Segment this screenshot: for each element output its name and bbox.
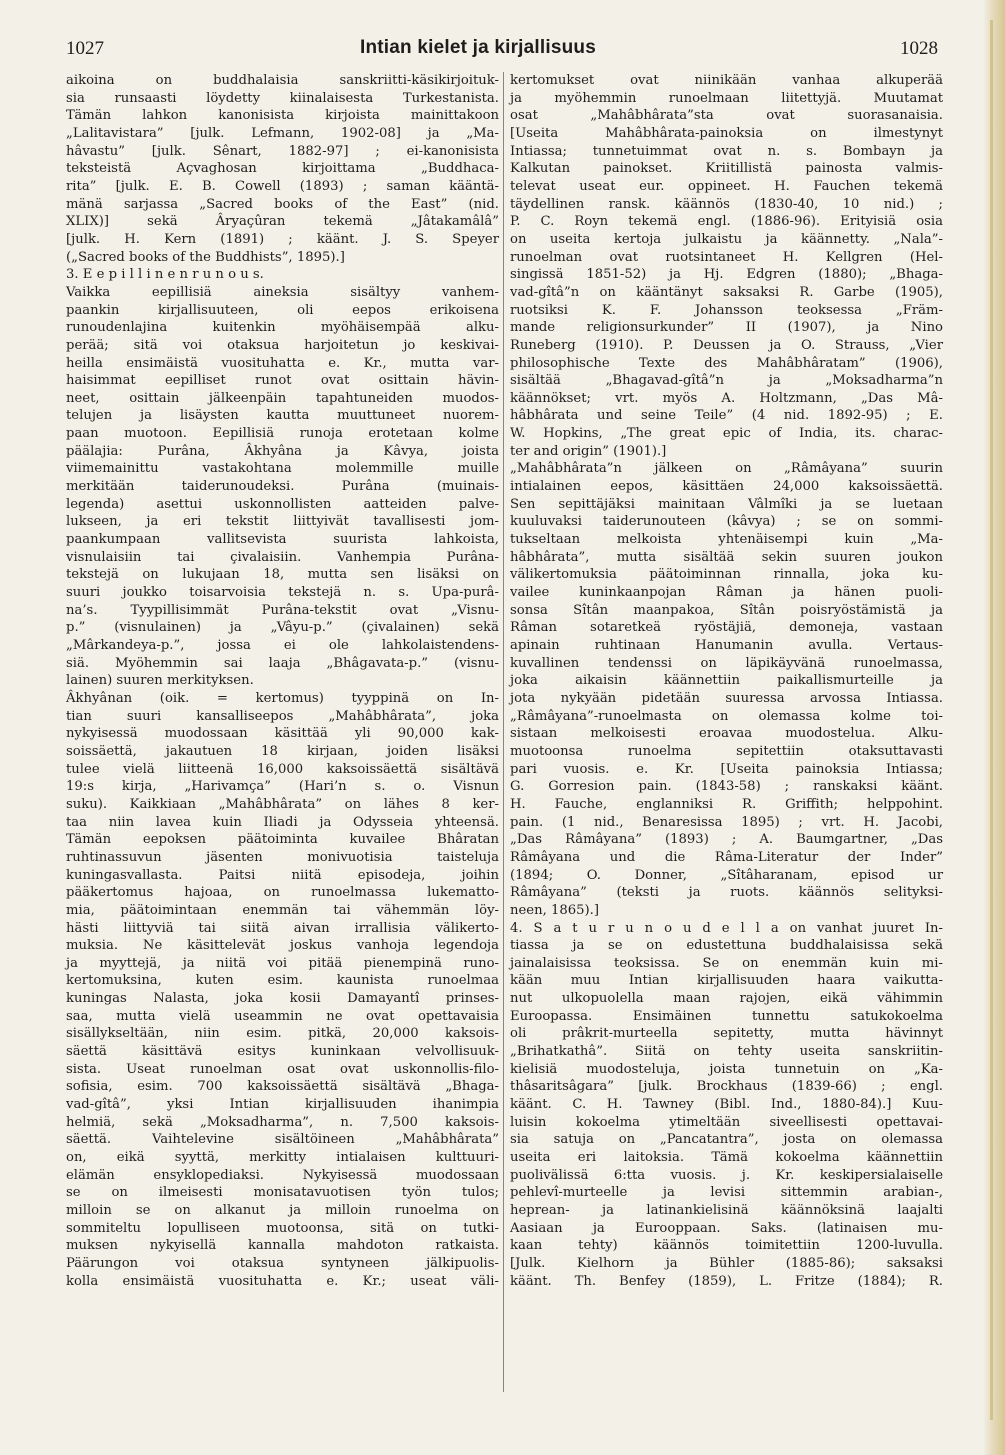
- text-line: „Râmâyana”-runoelmasta on olemassa kolme toi-: [510, 708, 943, 724]
- text-line: W. Hopkins, „The great epic of India, its. charac-: [510, 426, 943, 442]
- text-line: sista. Useat runoelman osat ovat uskonnollis-filo-: [66, 1061, 499, 1077]
- text-line: na’s. Tyypillisimmät Purâna-tekstit ovat „Visnu-: [66, 602, 499, 618]
- text-line: täydellinen ransk. käännös (1830-40, 10 nid.) ;: [510, 196, 943, 212]
- text-line: siä. Myöhemmin sai laaja „Bhâgavata-p.” (visnu-: [66, 655, 499, 671]
- text-line: intialainen eepos, käsittäen 24,000 kaksoissäettä.: [510, 479, 943, 495]
- text-line: useita eri laitoksia. Tämä kokoelma käännettiin: [510, 1150, 943, 1166]
- text-line: helmiä, sekä „Moksadharma”, n. 7,500 kaksois-: [66, 1114, 499, 1130]
- text-line: „Mahâbhârata”n jälkeen on „Râmâyana” suurin: [510, 461, 943, 477]
- text-line: jota nykyään pidetään suuressa arvossa Intiassa.: [510, 690, 943, 706]
- text-line: Vaikka eepillisiä aineksia sisältyy vanhem-: [66, 284, 499, 300]
- text-line: vad-gîtâ”n on kääntänyt saksaksi R. Garbe (1905),: [510, 284, 943, 300]
- text-line: (1894; O. Donner, „Sîtâharanam, episod ur: [510, 867, 943, 883]
- text-line: taa niin lavea kuin Iliadi ja Odysseia yhteensä.: [66, 814, 499, 830]
- text-line: kuuluvaksi taiderunouteen (kâvya) ; se on sommi-: [510, 514, 943, 530]
- text-line: pain. (1 nid., Benaresissa 1895) ; vrt. H. Jacobi,: [510, 814, 943, 830]
- text-line: 3. E e p i l l i n e n r u n o u s.: [66, 267, 264, 283]
- page-header: [0, 0, 1005, 62]
- text-line: p.” (visnulainen) ja „Vâyu-p.” (çivalainen) sekä: [66, 620, 499, 636]
- text-line: soissäettä, jakautuen 18 kirjaan, joiden lisäksi: [66, 743, 499, 759]
- text-line: Tämän eepoksen päätoiminta kuvailee Bhâratan: [66, 832, 499, 848]
- text-line: ja myöhemmin runoelmaan liitettyjä. Muutamat: [510, 90, 943, 106]
- text-line: päälajia: Purâna, Âkhyâna ja Kâvya, joista: [66, 443, 499, 459]
- text-line: G. Gorresion pain. (1843-58) ; ranskaksi käänt.: [510, 779, 943, 795]
- left-column: [66, 72, 499, 1290]
- column-divider: [503, 72, 504, 1392]
- running-title: Intian kielet ja kirjallisuus: [360, 37, 596, 58]
- left-page-number: 1027: [66, 38, 104, 59]
- text-line: Aasiaan ja Eurooppaan. Saks. (latinaisen mu-: [510, 1220, 943, 1236]
- text-line: tukseltaan melkoista yhtenäisempi kuin „Ma-: [510, 532, 943, 548]
- text-line: sistaan melkoisesti eroavaa muodostelua. Alku-: [510, 726, 943, 742]
- text-line: legenda) asettui uskonnollisten aatteiden palve-: [66, 496, 499, 512]
- text-line: kuningas Nalasta, joka kosii Damayantî prinses-: [66, 991, 499, 1007]
- text-line: singissä 1851-52) ja Hj. Edgren (1880); „Bhaga-: [510, 267, 943, 283]
- text-line: apinain ruhtinaan Hanumanin avulla. Vertaus-: [510, 638, 943, 653]
- text-line: lainen) suuren merkityksen.: [66, 673, 254, 689]
- text-line: on, eikä syyttä, merkitty intialaisen kulttuuri-: [66, 1150, 499, 1166]
- text-line: hâvastu” [julk. Sênart, 1882-97] ; ei-kanonisista: [66, 143, 499, 159]
- text-line: suuri joukko toisarvoisia tekstejä n. s. Upa-purâ-: [66, 585, 499, 601]
- text-line: neen, 1865).]: [510, 902, 600, 918]
- text-line: hâbhârata und seine Teile” (4 nid. 1892-95) ; E.: [510, 408, 943, 424]
- text-line: kuvallinen tendenssi on läpikäyvänä runoelmassa,: [510, 655, 943, 671]
- text-line: ruhtinassuvun jäsenten monivuotisia taisteluja: [66, 849, 499, 865]
- text-line: philosophische Texte des Mahâbhâratam” (1906),: [510, 355, 943, 371]
- text-line: P. C. Royn tekemä engl. (1886-96). Erityisiä osia: [510, 214, 943, 230]
- text-line: („Sacred books of the Buddhists”, 1895).]: [66, 249, 345, 265]
- text-line: paankumpaan vallitsevista suurista lahkoista,: [66, 532, 499, 548]
- text-line: kertomukset ovat niinikään vanhaa alkuperää: [510, 73, 943, 88]
- text-line: hâbhârata”, mutta sisältää sekin suuren joukon: [510, 549, 943, 565]
- text-line: mande religionsurkunder” II (1907), ja Nino: [510, 320, 943, 336]
- text-line: jainalaisissa teoksissa. Se on enemmän kuin mi-: [510, 955, 943, 971]
- text-line: mänä sarjassa „Sacred books of the East” (nid.: [66, 196, 499, 212]
- text-line: „Mârkandeya-p.”, jossa ei ole lahkolaistendens-: [66, 638, 499, 653]
- text-line: sisällykseltään, niin esim. pitkä, 20,000 kaksois-: [66, 1026, 499, 1042]
- text-line: käännökset; vrt. myös A. Holtzmann, „Das Mâ-: [510, 390, 943, 406]
- text-line: telujen ja lisäysten kautta muuttuneet nuorem-: [66, 408, 499, 424]
- text-line: säettä käsittävä esitys kuninkaan velvollisuuk-: [66, 1044, 499, 1060]
- text-line: Râman sotaretkeä ryöstäjiä, demoneja, vastaan: [510, 620, 943, 636]
- text-line: kertomuksina, kuten esim. kaunista runoelmaa: [66, 973, 499, 989]
- text-line: käänt. C. H. Tawney (Bibl. Ind., 1880-84).] Kuu-: [510, 1097, 943, 1113]
- text-line: sia runsaasti löydetty kiinalaisesta Turkestanista.: [66, 90, 499, 106]
- text-line: Päärungon voi otaksua syntyneen jälkipuolis-: [66, 1255, 499, 1271]
- text-line: Râmâyana und die Râma-Literatur der Inder”: [510, 849, 943, 865]
- text-line: [Julk. Kielhorn ja Bühler (1885-86); saksaksi: [510, 1255, 943, 1271]
- text-line: televat useat eur. oppineet. H. Fauchen tekemä: [510, 178, 943, 194]
- text-line: puolivälissä 6:tta vuosis. j. Kr. keskipersialaiselle: [510, 1167, 943, 1183]
- text-line: hästi liittyviä tai siitä aivan irrallisia välikerto-: [66, 920, 499, 936]
- text-line: Kalkutan painokset. Kriitillistä painosta valmis-: [510, 161, 943, 177]
- text-line: [julk. H. Kern (1891) ; käänt. J. S. Speyer: [66, 231, 499, 247]
- text-line: elämän ensyklopediaksi. Nykyisessä muodossaan: [66, 1167, 499, 1183]
- text-line: „Brihatkathâ”. Siitä on tehty useita sanskriitin-: [510, 1044, 943, 1060]
- text-line: muksen nykyisellä kannalla mahdoton ratkaista.: [66, 1238, 499, 1254]
- text-line: käänt. Th. Benfey (1859), L. Fritze (1884); R.: [510, 1273, 943, 1289]
- text-line: Âkhyânan (oik. = kertomus) tyyppinä on In-: [66, 690, 499, 706]
- text-line: heprean- ja latinankielisinä käännöksinä laajalti: [510, 1203, 943, 1218]
- text-line: nut ulkopuolella maan rajojen, eikä vähimmin: [510, 991, 943, 1007]
- text-line: suku). Kaikkiaan „Mahâbhârata” on lähes 8 ker-: [66, 796, 499, 812]
- text-line: sonsa Sîtân maanpakoa, Sîtân poisryöstämistä ja: [510, 602, 943, 618]
- text-line: 19:s kirja, „Harivamça” (Hari’n s. o. Visnun: [66, 779, 499, 795]
- text-line: vailee kuninkaanpojan Râman ja hänen puoli-: [510, 585, 943, 601]
- text-line: on useita kertoja julkaistu ja käännetty. „Nala”-: [510, 231, 943, 247]
- text-line: tiassa ja se on edustettuna buddhalaisissa sekä: [510, 938, 943, 954]
- text-line: sisältää „Bhagavad-gîtâ”n ja „Moksadharma”n: [510, 373, 943, 389]
- text-line: XLIX)] sekä Âryaçûran tekemä „Jâtakamâlâ”: [66, 214, 499, 230]
- text-line: visnulaisiin tai çivalaisiin. Vanhempia Purâna-: [66, 549, 499, 565]
- text-line: oli prâkrit-murteella sepitetty, mutta hävinnyt: [510, 1026, 943, 1042]
- text-line: kaan tehty) käännös toimitettiin 1200-luvulla.: [510, 1238, 943, 1254]
- text-line: pääkertomus hajoaa, on runoelmassa lukematto-: [66, 885, 499, 901]
- text-line: paan muotoon. Eepillisiä runoja erotetaan kolme: [66, 426, 499, 442]
- text-line: osat „Mahâbhârata”sta ovat suorasanaisia.: [510, 108, 943, 124]
- text-line: perää; sitä voi otaksua harjoitetun jo keskivai-: [66, 337, 499, 353]
- text-line: neet, osittain jälkeenpäin tapahtuneiden muodos-: [66, 390, 499, 406]
- page-edge-shadow: [983, 0, 1005, 1455]
- text-line: tulee vielä liitteenä 16,000 kaksoissäettä sisältävä: [66, 761, 499, 777]
- text-line: mia, päätoimintaan enemmän tai vähemmän löy-: [66, 902, 499, 918]
- text-line: sofisia, esim. 700 kaksoissäettä sisältävä „Bhaga-: [66, 1079, 499, 1095]
- text-line: viimemainittu vastakohtana molemmille muille: [66, 461, 499, 477]
- text-line: säettä. Vaihtelevine sisältöineen „Mahâbhârata”: [66, 1132, 499, 1148]
- text-line: lukseen, ja eri tekstit liittyivät tavallisesti jom-: [66, 514, 499, 530]
- text-line: aikoina on buddhalaisia sanskriitti-käsikirjoituk-: [66, 73, 499, 88]
- text-line: tekstejä on lukujaan 18, mutta sen lisäksi on: [66, 567, 499, 583]
- text-line: Runeberg (1910). P. Deussen ja O. Strauss, „Vier: [510, 337, 943, 353]
- text-line: välikertomuksia päätoiminnan rinnalla, joka ku-: [510, 567, 943, 583]
- text-line: 4. S a t u r u n o u d e l l a on vanhat juuret In-: [510, 920, 943, 936]
- text-line: sia satuja on „Pancatantra”, josta on olemassa: [510, 1132, 943, 1148]
- text-line: Sen sepittäjäksi mainitaan Vâlmîki ja se luetaan: [510, 496, 943, 512]
- text-line: teksteistä Açvaghosan kirjoittama „Buddhaca-: [66, 161, 499, 177]
- text-line: [Useita Mahâbhârata-painoksia on ilmestynyt: [510, 125, 943, 141]
- text-line: ter and origin” (1901).]: [510, 443, 667, 459]
- text-line: pari vuosis. e. Kr. [Useita painoksia Intiassa;: [510, 761, 943, 777]
- text-line: joka aikaisin käännettiin paikallismurteille ja: [510, 673, 943, 689]
- text-line: Tämän lahkon kanonisista kirjoista mainittakoon: [66, 108, 499, 124]
- text-line: kolla ensimäistä vuosituhatta e. Kr.; useat väli-: [66, 1273, 499, 1289]
- text-line: nykyisessä muodossaan käsittää yli 90,000 kak-: [66, 726, 499, 742]
- text-line: Râmâyana” (teksti ja ruots. käännös selityksi-: [510, 885, 943, 901]
- text-line: ruotsiksi K. F. Johansson teoksessa „Främ-: [510, 302, 943, 318]
- text-line: „Das Râmâyana” (1893) ; A. Baumgartner, „Das: [510, 832, 943, 848]
- text-line: ja myyttejä, ja niitä voi pitää pienempinä runo-: [66, 955, 499, 971]
- text-line: milloin se on alkanut ja milloin runoelma on: [66, 1203, 499, 1218]
- right-column: [510, 72, 943, 1290]
- text-line: runoelman ovat ruotsintaneet H. Kellgren (Hel-: [510, 249, 943, 265]
- text-line: tian suuri kansalliseepos „Mahâbhârata”, joka: [66, 708, 499, 724]
- text-line: luisin kokoelma ytimeltään siveellisesti opettavai-: [510, 1114, 943, 1130]
- text-line: vad-gîtâ”, yksi Intian kirjallisuuden ihanimpia: [66, 1097, 499, 1113]
- text-line: Euroopassa. Ensimäinen tunnettu satukokoelma: [510, 1008, 943, 1024]
- text-line: se on ilmeisesti monisatavuotisen työn tulos;: [66, 1185, 499, 1201]
- text-line: rita” [julk. E. B. Cowell (1893) ; saman kääntä-: [66, 178, 499, 194]
- binding-edge-mark: [990, 20, 993, 1420]
- text-line: runoudenlajina kuitenkin myöhäisempää alku-: [66, 320, 499, 336]
- text-line: kään muu Intian kirjallisuuden haara vaikutta-: [510, 973, 943, 989]
- text-line: pehlevî-murteelle ja levisi sittemmin arabian-,: [510, 1185, 943, 1201]
- text-line: muksia. Ne käsittelevät joskus vanhoja legendoja: [66, 938, 499, 954]
- text-line: kielisiä muodosteluja, joista tunnetuin on „Ka-: [510, 1061, 943, 1077]
- right-page-number: 1028: [900, 38, 938, 59]
- text-line: muotoonsa runoelma sepitettiin otaksuttavasti: [510, 743, 943, 759]
- text-line: haisimmat eepilliset runot ovat osittain hävin-: [66, 373, 499, 389]
- text-line: merkitään taiderunoudeksi. Purâna (muinais-: [66, 479, 499, 495]
- text-line: kuningasvallasta. Paitsi niitä episodeja, joihin: [66, 867, 499, 883]
- text-line: H. Fauche, englanniksi R. Griffith; helppohint.: [510, 796, 943, 812]
- text-line: heilla ensimäistä vuosituhatta e. Kr., mutta var-: [66, 355, 499, 371]
- text-line: Intiassa; tunnetuimmat ovat n. s. Bombayn ja: [510, 143, 943, 159]
- text-line: thâsaritsâgara” [julk. Brockhaus (1839-66) ; engl.: [510, 1079, 943, 1095]
- text-line: sommiteltu lopulliseen muotoonsa, sitä on tutki-: [66, 1220, 499, 1236]
- text-line: paankin kirjallisuuteen, oli eepos erikoisena: [66, 302, 499, 318]
- text-line: „Lalitavistara” [julk. Lefmann, 1902-08] ja „Ma-: [66, 125, 499, 141]
- text-line: saa, mutta vielä useammin ne ovat opettavaisia: [66, 1008, 499, 1024]
